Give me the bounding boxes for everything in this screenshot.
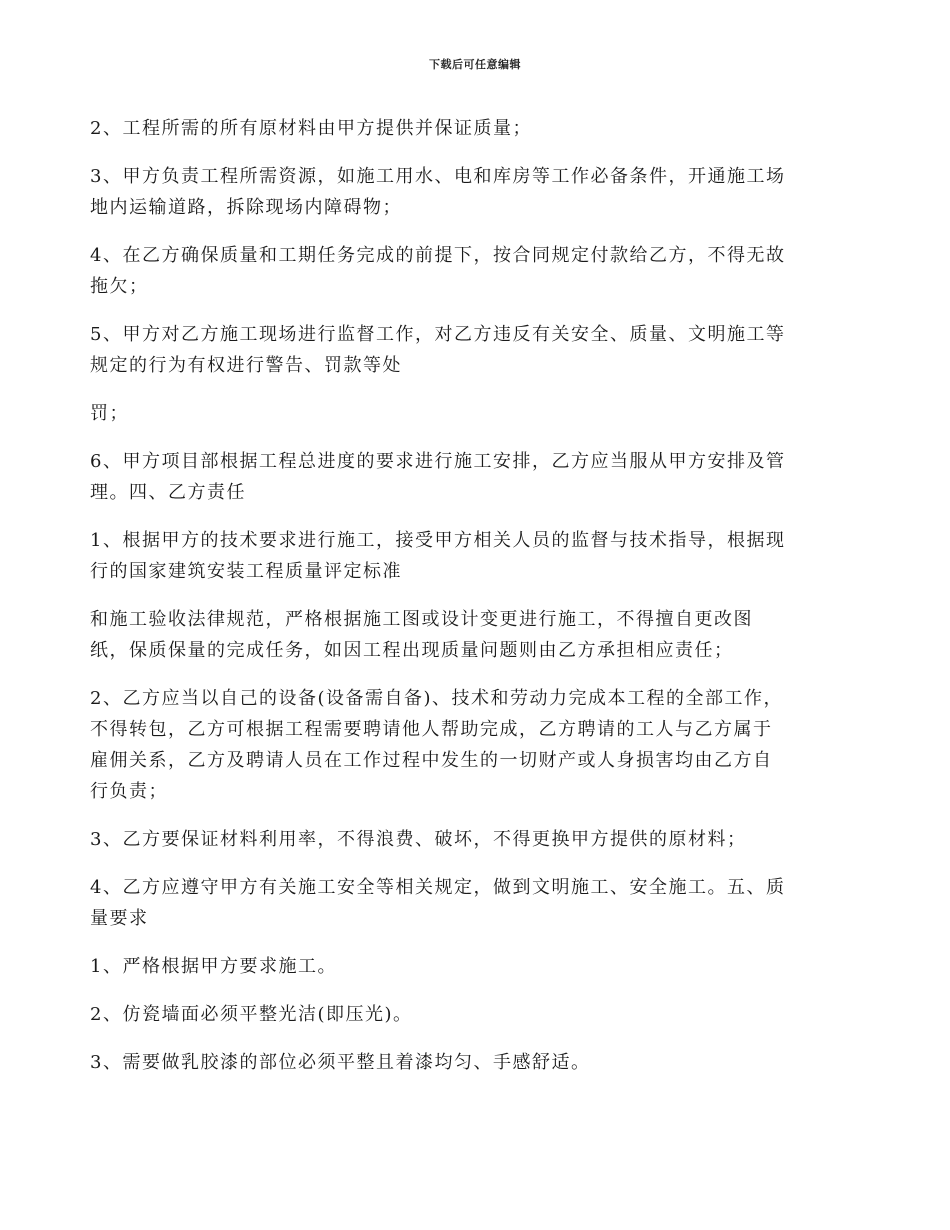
paragraph-line: 罚；: [90, 403, 129, 424]
paragraph: [90, 872, 865, 934]
paragraph: [90, 398, 865, 429]
paragraph-line: 行负责；: [90, 781, 168, 802]
paragraph-line: 3、乙方要保证材料利用率，不得浪费、破坏，不得更换甲方提供的原材料；: [90, 829, 747, 850]
paragraph-line: 不得转包，乙方可根据工程需要聘请他人帮助完成，乙方聘请的工人与乙方属于: [90, 719, 773, 740]
paragraph-line: 3、需要做乳胶漆的部位必须平整且着漆均匀、手感舒适。: [90, 1052, 591, 1073]
paragraph-line: 理。四、乙方责任: [90, 482, 246, 503]
paragraph-line: 规定的行为有权进行警告、罚款等处: [90, 355, 402, 376]
paragraph-line: 2、仿瓷墙面必须平整光洁(即压光)。: [90, 1004, 413, 1025]
paragraph: [90, 446, 865, 508]
paragraph-line: 行的国家建筑安装工程质量评定标准: [90, 561, 402, 582]
paragraph-line: 3、甲方负责工程所需资源，如施工用水、电和库房等工作必备条件，开通施工场: [90, 166, 786, 187]
paragraph-line: 4、乙方应遵守甲方有关施工安全等相关规定，做到文明施工、安全施工。五、质: [90, 877, 786, 898]
paragraph: [90, 113, 865, 144]
paragraph: [90, 1047, 865, 1078]
paragraph-line: 纸，保质保量的完成任务，如因工程出现质量问题则由乙方承担相应责任；: [90, 640, 734, 661]
paragraph-line: 4、在乙方确保质量和工期任务完成的前提下，按合同规定付款给乙方，不得无故: [90, 245, 786, 266]
paragraph-line: 1、根据甲方的技术要求进行施工，接受甲方相关人员的监督与技术指导，根据现: [90, 530, 786, 551]
paragraph: [90, 240, 865, 302]
paragraph: [90, 951, 865, 982]
paragraph-line: 地内运输道路，拆除现场内障碍物；: [90, 197, 402, 218]
paragraph-line: 量要求: [90, 908, 149, 929]
paragraph: [90, 683, 865, 807]
paragraph-line: 和施工验收法律规范，严格根据施工图或设计变更进行施工，不得擅自更改图: [90, 609, 753, 630]
paragraph: [90, 604, 865, 666]
paragraph: [90, 525, 865, 587]
document-body: [90, 113, 865, 1095]
paragraph-line: 2、工程所需的所有原材料由甲方提供并保证质量；: [90, 118, 532, 139]
paragraph-line: 6、甲方项目部根据工程总进度的要求进行施工安排，乙方应当服从甲方安排及管: [90, 451, 786, 472]
paragraph-line: 雇佣关系，乙方及聘请人员在工作过程中发生的一切财产或人身损害均由乙方自: [90, 750, 773, 771]
paragraph: [90, 319, 865, 381]
paragraph-line: 5、甲方对乙方施工现场进行监督工作，对乙方违反有关安全、质量、文明施工等: [90, 324, 786, 345]
paragraph-line: 拖欠；: [90, 276, 149, 297]
paragraph: [90, 999, 865, 1030]
paragraph: [90, 824, 865, 855]
paragraph: [90, 161, 865, 223]
paragraph-line: 2、乙方应当以自己的设备(设备需自备)、技术和劳动力完成本工程的全部工作，: [90, 688, 783, 709]
page-header: 下载后可任意编辑: [429, 58, 521, 71]
paragraph-line: 1、严格根据甲方要求施工。: [90, 956, 337, 977]
